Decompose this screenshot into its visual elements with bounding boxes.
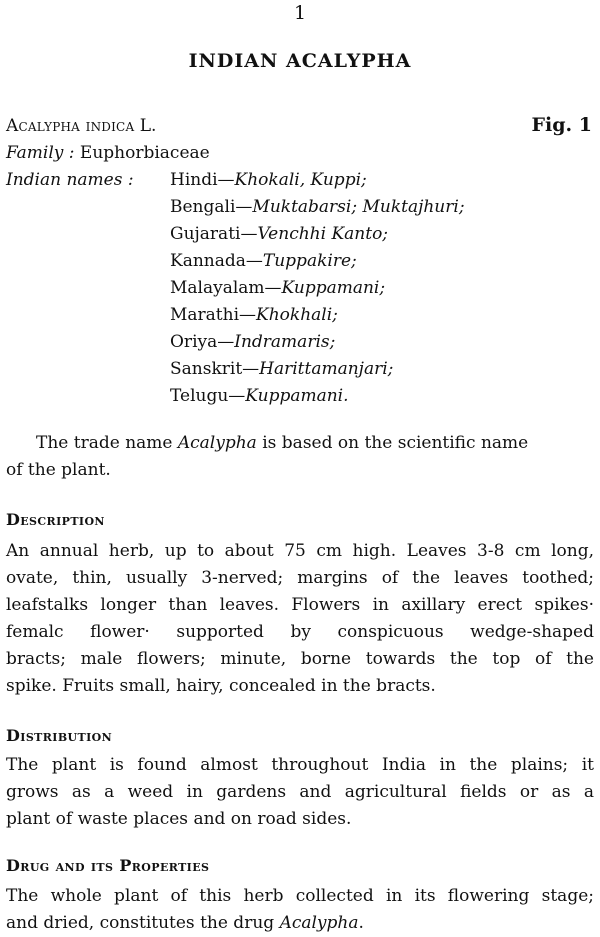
paragraph-line: of the plant. (6, 460, 111, 480)
indian-name-row: Oriya—Indramaris; (170, 332, 336, 352)
paragraph-line: grows as a weed in gardens and agricultural fields or as a (6, 782, 594, 802)
paragraph-line: ovate, thin, usually 3-nerved; margins of the leaves toothed; (6, 568, 594, 588)
indian-name-row: Marathi—Khokhali; (170, 305, 338, 325)
species-binomial: Acalypha indica (6, 116, 135, 136)
language: Oriya (170, 332, 218, 352)
vernacular-name: Muktabarsi; Muktajhuri; (252, 197, 465, 217)
family-line (6, 143, 210, 163)
paragraph-line (6, 430, 594, 457)
paragraph-line: leafstalks longer than leaves. Flowers in axillary erect spikes· (6, 595, 594, 615)
paragraph-line: The whole plant of this herb collected in its flowering stage; (6, 886, 594, 906)
trade-name-paragraph (6, 430, 594, 484)
figure-label: Fig. 1 (531, 114, 592, 136)
vernacular-name: Indramaris; (234, 332, 336, 352)
text-run: is based on the scientific name (256, 433, 529, 453)
vernacular-name: Kuppamani; (281, 278, 386, 298)
text-run: and dried, constitutes the drug (6, 913, 280, 933)
indian-name-row: Kannada—Tuppakire; (170, 251, 357, 271)
language: Malayalam (170, 278, 265, 298)
language: Sanskrit (170, 359, 243, 379)
indian-name-row: Malayalam—Kuppamani; (170, 278, 386, 298)
language: Telugu (170, 386, 229, 406)
family-label: Family : (6, 143, 75, 163)
chapter-title: INDIAN ACALYPHA (188, 50, 412, 72)
distribution-heading: Distribution (6, 726, 113, 745)
indian-name-row: Gujarati—Venchhi Kanto; (170, 224, 389, 244)
language: Hindi (170, 170, 218, 190)
description-heading: Description (6, 510, 105, 529)
vernacular-name: Kuppamani. (245, 386, 349, 406)
language: Bengali (170, 197, 236, 217)
paragraph-line: femalc flower· supported by conspicuous wedge-shaped (6, 622, 594, 642)
indian-name-row: Hindi—Khokali, Kuppi; (170, 170, 367, 190)
vernacular-name: Venchhi Kanto; (257, 224, 389, 244)
paragraph-line: bracts; male flowers; minute, borne towards the top of the (6, 649, 594, 669)
indian-name-row: Sanskrit—Harittamanjari; (170, 359, 394, 379)
paragraph-line: An annual herb, up to about 75 cm high. Leaves 3-8 cm long, (6, 541, 594, 561)
drug-properties-paragraph (6, 883, 594, 937)
paragraph-line: The plant is found almost throughout India in the plains; it (6, 755, 594, 775)
species-author: L. (139, 116, 157, 136)
vernacular-name: Khokali, Kuppi; (234, 170, 367, 190)
language: Gujarati (170, 224, 241, 244)
language: Marathi (170, 305, 240, 325)
text-run: The trade name (36, 433, 178, 453)
paragraph-line (6, 910, 594, 937)
drug-properties-heading: Drug and its Properties (6, 856, 210, 875)
paragraph-line: plant of waste places and on road sides. (6, 809, 352, 829)
italic-term: Acalypha (279, 913, 359, 933)
paragraph-line: spike. Fruits small, hairy, concealed in the bracts. (6, 676, 436, 696)
language: Kannada (170, 251, 246, 271)
indian-names-label: Indian names : (6, 170, 134, 190)
text-run: . (358, 913, 364, 933)
vernacular-name: Tuppakire; (262, 251, 357, 271)
indian-name-row: Bengali—Muktabarsi; Muktajhuri; (170, 197, 465, 217)
description-paragraph (6, 538, 594, 700)
family-value: Euphorbiaceae (79, 143, 210, 163)
distribution-paragraph (6, 752, 594, 833)
species-name (6, 116, 156, 136)
vernacular-name: Khokhali; (256, 305, 338, 325)
vernacular-name: Harittamanjari; (259, 359, 394, 379)
italic-term: Acalypha (177, 433, 257, 453)
page-number: 1 (293, 2, 307, 24)
indian-name-row: Telugu—Kuppamani. (170, 386, 349, 406)
